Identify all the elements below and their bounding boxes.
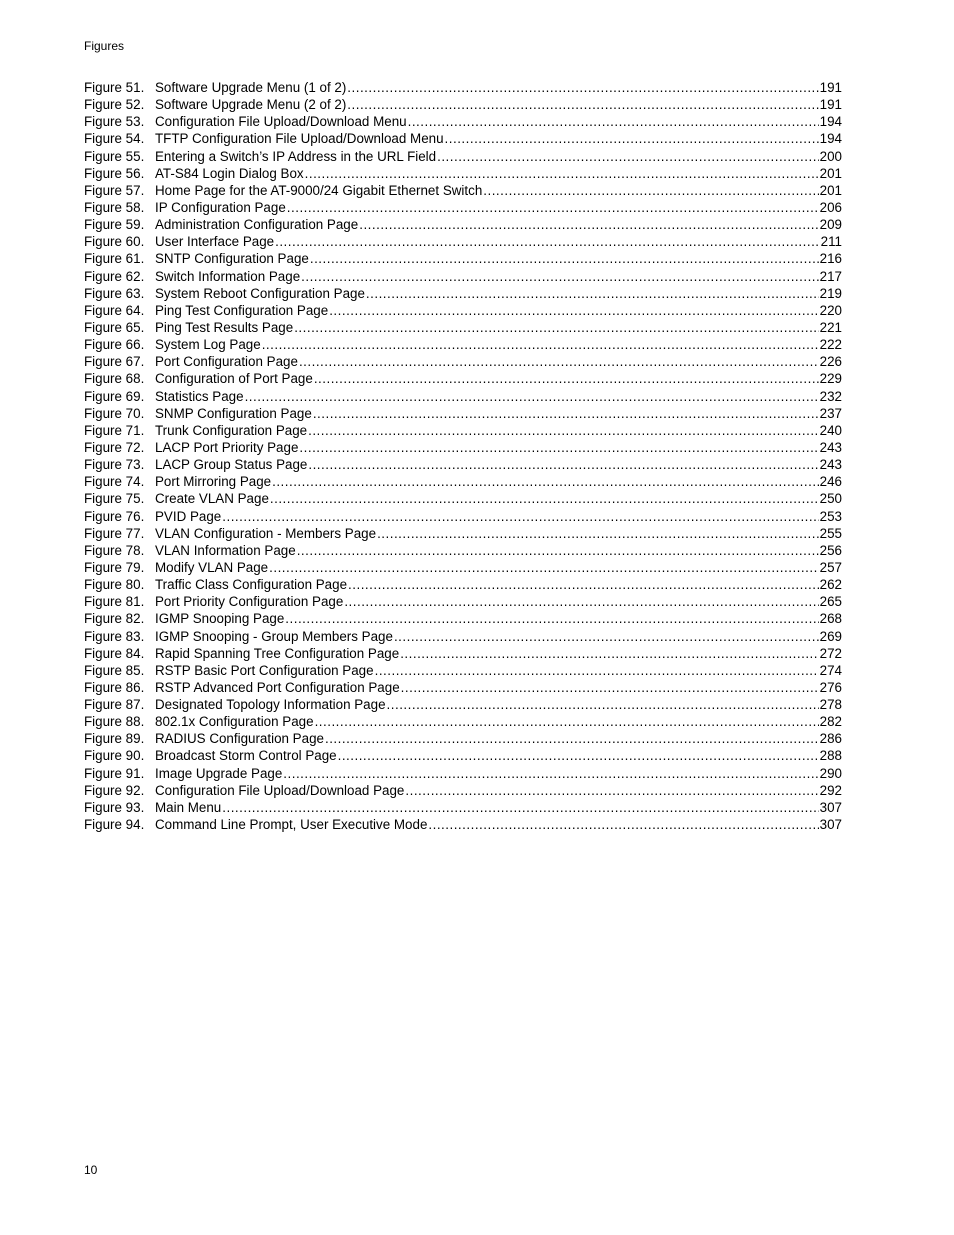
dot-leader — [287, 199, 819, 216]
figure-page-number: 200 — [819, 148, 842, 164]
figure-title: Modify VLAN Page — [155, 559, 269, 575]
figure-title: SNTP Configuration Page — [155, 251, 309, 267]
toc-entry[interactable] — [84, 542, 842, 559]
toc-entry[interactable] — [84, 302, 842, 319]
toc-entry[interactable] — [84, 165, 842, 182]
figure-title: IGMP Snooping - Group Members Page — [155, 628, 393, 644]
figure-title: Create VLAN Page — [155, 491, 269, 507]
figure-page-number: 243 — [819, 457, 842, 473]
figure-number: Figure 74. — [84, 474, 145, 490]
toc-entry[interactable] — [84, 370, 842, 387]
dot-leader — [305, 165, 819, 182]
figure-page-number: 221 — [819, 319, 842, 335]
dot-leader — [314, 370, 819, 387]
dot-leader — [338, 747, 819, 764]
figure-page-number: 268 — [819, 611, 842, 627]
figure-number: Figure 78. — [84, 542, 145, 558]
dot-leader — [428, 816, 818, 833]
figure-title: RSTP Basic Port Configuration Page — [155, 662, 374, 678]
figure-title: Rapid Spanning Tree Configuration Page — [155, 645, 400, 661]
figure-number: Figure 77. — [84, 525, 145, 541]
figure-number: Figure 70. — [84, 405, 145, 421]
toc-entry[interactable] — [84, 456, 842, 473]
dot-leader — [329, 302, 818, 319]
dot-leader — [275, 233, 820, 250]
figure-number: Figure 94. — [84, 817, 145, 833]
figure-number: Figure 53. — [84, 114, 145, 130]
figure-number: Figure 92. — [84, 782, 145, 798]
figure-page-number: 250 — [819, 491, 842, 507]
dot-leader — [400, 645, 818, 662]
figure-page-number: 286 — [819, 731, 842, 747]
dot-leader — [405, 782, 818, 799]
figure-title: Entering a Switch’s IP Address in the URL Field — [155, 148, 437, 164]
figure-number: Figure 64. — [84, 302, 145, 318]
dot-leader — [394, 628, 819, 645]
dot-leader — [222, 508, 818, 525]
figure-number: Figure 68. — [84, 371, 145, 387]
figure-number: Figure 88. — [84, 714, 145, 730]
figure-title: Ping Test Configuration Page — [155, 302, 329, 318]
figure-title: System Log Page — [155, 337, 261, 353]
dot-leader — [299, 439, 818, 456]
figure-page-number: 269 — [819, 628, 842, 644]
toc-entry[interactable] — [84, 508, 842, 525]
figure-number: Figure 58. — [84, 199, 145, 215]
figure-page-number: 201 — [819, 165, 842, 181]
toc-entry[interactable] — [84, 268, 842, 285]
toc-entry[interactable] — [84, 199, 842, 216]
figure-page-number: 262 — [819, 577, 842, 593]
figure-page-number: 278 — [819, 697, 842, 713]
figure-page-number: 274 — [819, 662, 842, 678]
figure-page-number: 191 — [819, 97, 842, 113]
dot-leader — [285, 610, 818, 627]
dot-leader — [445, 130, 819, 147]
dot-leader — [401, 679, 819, 696]
figure-number: Figure 75. — [84, 491, 145, 507]
toc-entry[interactable] — [84, 645, 842, 662]
figure-number: Figure 89. — [84, 731, 145, 747]
figure-title: Statistics Page — [155, 388, 244, 404]
figure-page-number: 257 — [819, 559, 842, 575]
figure-number: Figure 51. — [84, 80, 145, 95]
figure-number: Figure 87. — [84, 697, 145, 713]
toc-entry[interactable] — [84, 765, 842, 782]
toc-entry[interactable] — [84, 662, 842, 679]
figure-number: Figure 57. — [84, 182, 145, 198]
figure-page-number: 253 — [819, 508, 842, 524]
toc-entry[interactable] — [84, 130, 842, 147]
figure-title: Image Upgrade Page — [155, 765, 283, 781]
figure-page-number: 220 — [819, 302, 842, 318]
page-number: 10 — [84, 1163, 98, 1177]
figure-title: Software Upgrade Menu (1 of 2) — [155, 80, 347, 95]
figure-number: Figure 65. — [84, 319, 145, 335]
figure-title: System Reboot Configuration Page — [155, 285, 365, 301]
running-header: Figures — [84, 39, 125, 53]
figure-title: SNMP Configuration Page — [155, 405, 312, 421]
figure-number: Figure 76. — [84, 508, 145, 524]
figure-page-number: 191 — [819, 80, 842, 95]
figure-title: RADIUS Configuration Page — [155, 731, 324, 747]
toc-entry[interactable] — [84, 782, 842, 799]
dot-leader — [272, 473, 819, 490]
figure-title: IGMP Snooping Page — [155, 611, 285, 627]
dot-leader — [437, 148, 819, 165]
dot-leader — [301, 268, 819, 285]
figure-page-number: 272 — [819, 645, 842, 661]
figure-page-number: 307 — [819, 817, 842, 833]
toc-entry[interactable] — [84, 285, 842, 302]
toc-entry[interactable] — [84, 319, 842, 336]
figure-number: Figure 82. — [84, 611, 145, 627]
dot-leader — [387, 696, 819, 713]
figure-page-number: 237 — [819, 405, 842, 421]
toc-entry[interactable] — [84, 490, 842, 507]
toc-entry[interactable] — [84, 79, 842, 96]
toc-entry[interactable] — [84, 422, 842, 439]
figure-page-number: 307 — [819, 799, 842, 815]
figure-title: Trunk Configuration Page — [155, 422, 308, 438]
figure-title: RSTP Advanced Port Configuration Page — [155, 679, 400, 695]
figure-title: Ping Test Results Page — [155, 319, 294, 335]
figure-page-number: 216 — [819, 251, 842, 267]
dot-leader — [408, 113, 819, 130]
dot-leader — [245, 388, 819, 405]
figure-number: Figure 59. — [84, 217, 145, 233]
toc-entry[interactable] — [84, 388, 842, 405]
figure-page-number: 292 — [819, 782, 842, 798]
figure-number: Figure 73. — [84, 457, 145, 473]
dot-leader — [297, 542, 819, 559]
figure-title: Port Configuration Page — [155, 354, 298, 370]
figure-number: Figure 69. — [84, 388, 145, 404]
figure-number: Figure 90. — [84, 748, 145, 764]
toc-entry[interactable] — [84, 473, 842, 490]
dot-leader — [313, 405, 819, 422]
figure-title: LACP Port Priority Page — [155, 439, 299, 455]
dot-leader — [269, 559, 819, 576]
dot-leader — [270, 490, 819, 507]
figure-page-number: 276 — [819, 679, 842, 695]
toc-entry[interactable] — [84, 439, 842, 456]
toc-entry[interactable] — [84, 747, 842, 764]
figure-page-number: 229 — [819, 371, 842, 387]
figure-title: Broadcast Storm Control Page — [155, 748, 337, 764]
figure-page-number: 194 — [819, 114, 842, 130]
figure-title: Home Page for the AT-9000/24 Gigabit Ethernet Switch — [155, 182, 483, 198]
dot-leader — [222, 799, 818, 816]
dot-leader — [483, 182, 818, 199]
toc-entry[interactable] — [84, 182, 842, 199]
figure-title: IP Configuration Page — [155, 199, 286, 215]
figure-page-number: 243 — [819, 439, 842, 455]
figure-number: Figure 52. — [84, 97, 145, 113]
figure-title: VLAN Configuration - Members Page — [155, 525, 377, 541]
figure-title: Configuration File Upload/Download Page — [155, 782, 405, 798]
figure-number: Figure 63. — [84, 285, 145, 301]
toc-entry[interactable] — [84, 593, 842, 610]
figure-page-number: 194 — [819, 131, 842, 147]
toc-entry[interactable] — [84, 96, 842, 113]
dot-leader — [347, 96, 818, 113]
figure-page-number: 282 — [819, 714, 842, 730]
dot-leader — [294, 319, 818, 336]
figure-number: Figure 56. — [84, 165, 145, 181]
figure-title: Port Priority Configuration Page — [155, 594, 344, 610]
dot-leader — [375, 662, 819, 679]
figure-title: LACP Group Status Page — [155, 457, 308, 473]
toc-entry[interactable] — [84, 336, 842, 353]
figure-number: Figure 91. — [84, 765, 145, 781]
toc-entry[interactable] — [84, 610, 842, 627]
dot-leader — [348, 576, 819, 593]
toc-entry[interactable] — [84, 148, 842, 165]
figure-page-number: 290 — [819, 765, 842, 781]
figure-page-number: 265 — [819, 594, 842, 610]
figure-number: Figure 84. — [84, 645, 145, 661]
figure-number: Figure 83. — [84, 628, 145, 644]
figure-title: Administration Configuration Page — [155, 217, 359, 233]
figure-title: TFTP Configuration File Upload/Download Menu — [155, 131, 444, 147]
dot-leader — [315, 713, 819, 730]
toc-entry[interactable] — [84, 250, 842, 267]
figure-number: Figure 55. — [84, 148, 145, 164]
figure-page-number: 256 — [819, 542, 842, 558]
figure-title: Traffic Class Configuration Page — [155, 577, 348, 593]
figure-title: User Interface Page — [155, 234, 275, 250]
figure-page-number: 211 — [820, 234, 842, 250]
dot-leader — [325, 730, 819, 747]
figure-title: Designated Topology Information Page — [155, 697, 386, 713]
toc-entry[interactable] — [84, 799, 842, 816]
figure-number: Figure 81. — [84, 594, 145, 610]
figure-number: Figure 79. — [84, 559, 145, 575]
figure-title: Switch Information Page — [155, 268, 301, 284]
figure-page-number: 217 — [819, 268, 842, 284]
dot-leader — [310, 250, 819, 267]
figure-number: Figure 54. — [84, 131, 145, 147]
dot-leader — [262, 336, 819, 353]
figure-title: VLAN Information Page — [155, 542, 296, 558]
figure-page-number: 201 — [819, 182, 842, 198]
figure-number: Figure 86. — [84, 679, 145, 695]
figure-page-number: 288 — [819, 748, 842, 764]
figure-title: Configuration File Upload/Download Menu — [155, 114, 407, 130]
figure-title: Software Upgrade Menu (2 of 2) — [155, 97, 347, 113]
figure-page-number: 206 — [819, 199, 842, 215]
toc-entry[interactable] — [84, 233, 842, 250]
figure-title: PVID Page — [155, 508, 222, 524]
figure-page-number: 222 — [819, 337, 842, 353]
figure-number: Figure 71. — [84, 422, 145, 438]
figure-title: AT-S84 Login Dialog Box — [155, 165, 304, 181]
figure-number: Figure 60. — [84, 234, 145, 250]
dot-leader — [347, 79, 818, 96]
figure-number: Figure 93. — [84, 799, 145, 815]
figure-page-number: 209 — [819, 217, 842, 233]
dot-leader — [283, 765, 818, 782]
dot-leader — [359, 216, 818, 233]
toc-entry[interactable] — [84, 679, 842, 696]
list-of-figures — [84, 79, 842, 833]
figure-number: Figure 80. — [84, 577, 145, 593]
figure-number: Figure 67. — [84, 354, 145, 370]
toc-entry[interactable] — [84, 113, 842, 130]
dot-leader — [308, 422, 819, 439]
figure-number: Figure 85. — [84, 662, 145, 678]
dot-leader — [377, 525, 819, 542]
figure-title: Port Mirroring Page — [155, 474, 272, 490]
dot-leader — [308, 456, 818, 473]
toc-entry[interactable] — [84, 216, 842, 233]
toc-entry[interactable] — [84, 405, 842, 422]
toc-entry[interactable] — [84, 696, 842, 713]
toc-entry[interactable] — [84, 628, 842, 645]
figure-page-number: 255 — [819, 525, 842, 541]
figure-page-number: 226 — [819, 354, 842, 370]
figure-number: Figure 62. — [84, 268, 145, 284]
toc-entry[interactable] — [84, 713, 842, 730]
dot-leader — [366, 285, 819, 302]
figure-title: Configuration of Port Page — [155, 371, 313, 387]
figure-page-number: 246 — [819, 474, 842, 490]
toc-entry[interactable] — [84, 816, 842, 833]
dot-leader — [299, 353, 819, 370]
toc-entry[interactable] — [84, 525, 842, 542]
figure-page-number: 219 — [819, 285, 842, 301]
figure-title: Command Line Prompt, User Executive Mode — [155, 817, 428, 833]
figure-title: Main Menu — [155, 799, 222, 815]
figure-number: Figure 72. — [84, 439, 145, 455]
figure-number: Figure 61. — [84, 251, 145, 267]
figure-title: 802.1x Configuration Page — [155, 714, 314, 730]
dot-leader — [344, 593, 818, 610]
figure-page-number: 240 — [819, 422, 842, 438]
figure-page-number: 232 — [819, 388, 842, 404]
toc-entry[interactable] — [84, 576, 842, 593]
toc-entry[interactable] — [84, 559, 842, 576]
figure-number: Figure 66. — [84, 337, 145, 353]
toc-entry[interactable] — [84, 353, 842, 370]
toc-entry[interactable] — [84, 730, 842, 747]
